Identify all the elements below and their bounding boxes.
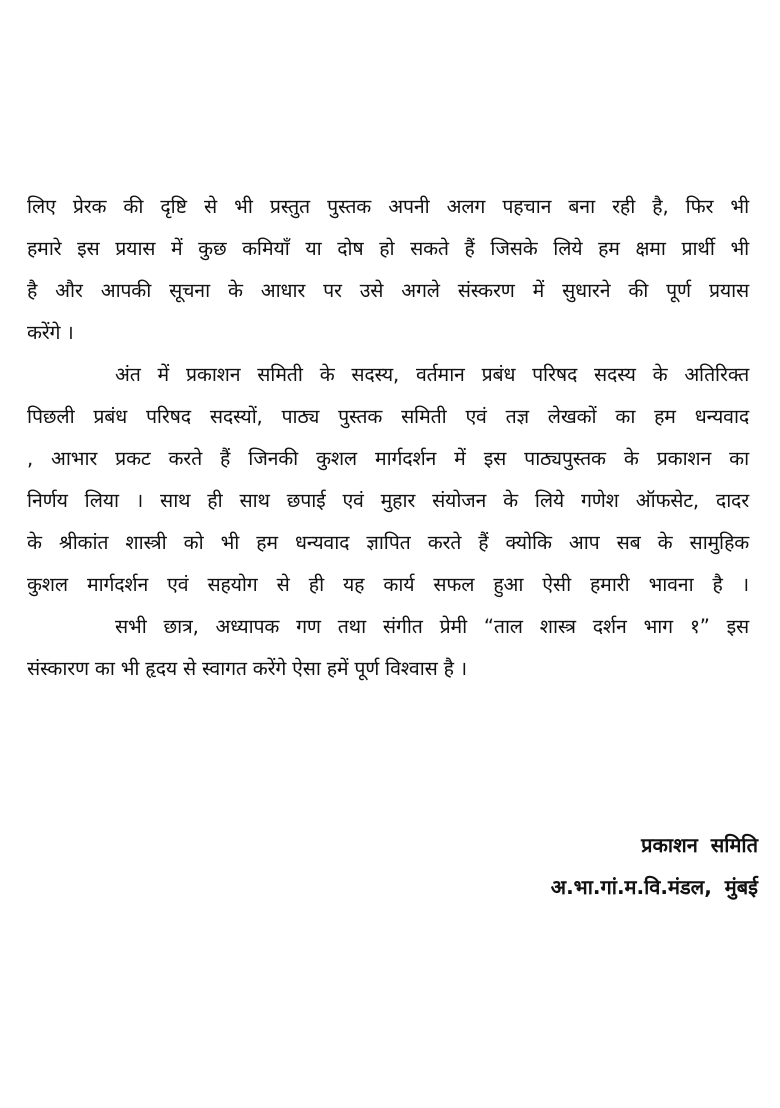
text-line: के श्रीकांत शास्त्री को भी हम धन्यवाद ज्ञापित करते हैं क्योकि आप सब के सामुहिक <box>27 531 749 554</box>
paragraph-3 <box>27 606 749 690</box>
text-line: संस्कारण का भी हृदय से स्वागत करेंगे ऐसा हमें पूर्ण विश्वास है । <box>27 657 467 680</box>
signature-committee: प्रकाशन समिति <box>641 833 758 857</box>
text-line: , आभार प्रकट करते हैं जिनकी कुशल मार्गदर्शन में इस पाठ्यपुस्तक के प्रकाशन का <box>27 447 749 470</box>
paragraph-1 <box>27 186 749 354</box>
signature-organization: अ.भा.गां.म.वि.मंडल, मुंबई <box>550 875 758 899</box>
text-line: सभी छात्र, अध्यापक गण तथा संगीत प्रेमी “ताल शास्त्र दर्शन भाग १” इस <box>115 615 749 638</box>
paragraph-2 <box>27 354 749 606</box>
text-line: करेंगे । <box>27 321 74 344</box>
text-line: पिछली प्रबंध परिषद सदस्यों, पाठ्य पुस्तक समिती एवं तज्ञ लेखकों का हम धन्यवाद <box>27 405 749 428</box>
text-line: अंत में प्रकाशन समिती के सदस्य, वर्तमान प्रबंध परिषद सदस्य के अतिरिक्त <box>115 363 749 386</box>
text-line: निर्णय लिया । साथ ही साथ छपाई एवं मुहार संयोजन के लिये गणेश ऑफसेट, दादर <box>27 489 749 512</box>
text-line: कुशल मार्गदर्शन एवं सहयोग से ही यह कार्य सफल हुआ ऐसी हमारी भावना है । <box>27 573 749 596</box>
text-line: है और आपकी सूचना के आधार पर उसे अगले संस्करण में सुधारने की पूर्ण प्रयास <box>27 279 749 302</box>
signature-block <box>551 824 758 908</box>
text-line: लिए प्रेरक की दृष्टि से भी प्रस्तुत पुस्तक अपनी अलग पहचान बना रही है, फिर भी <box>27 195 749 218</box>
text-line: हमारे इस प्रयास में कुछ कमियाँ या दोष हो सकते हैं जिसके लिये हम क्षमा प्रार्थी भी <box>27 237 749 260</box>
document-body <box>27 186 749 690</box>
